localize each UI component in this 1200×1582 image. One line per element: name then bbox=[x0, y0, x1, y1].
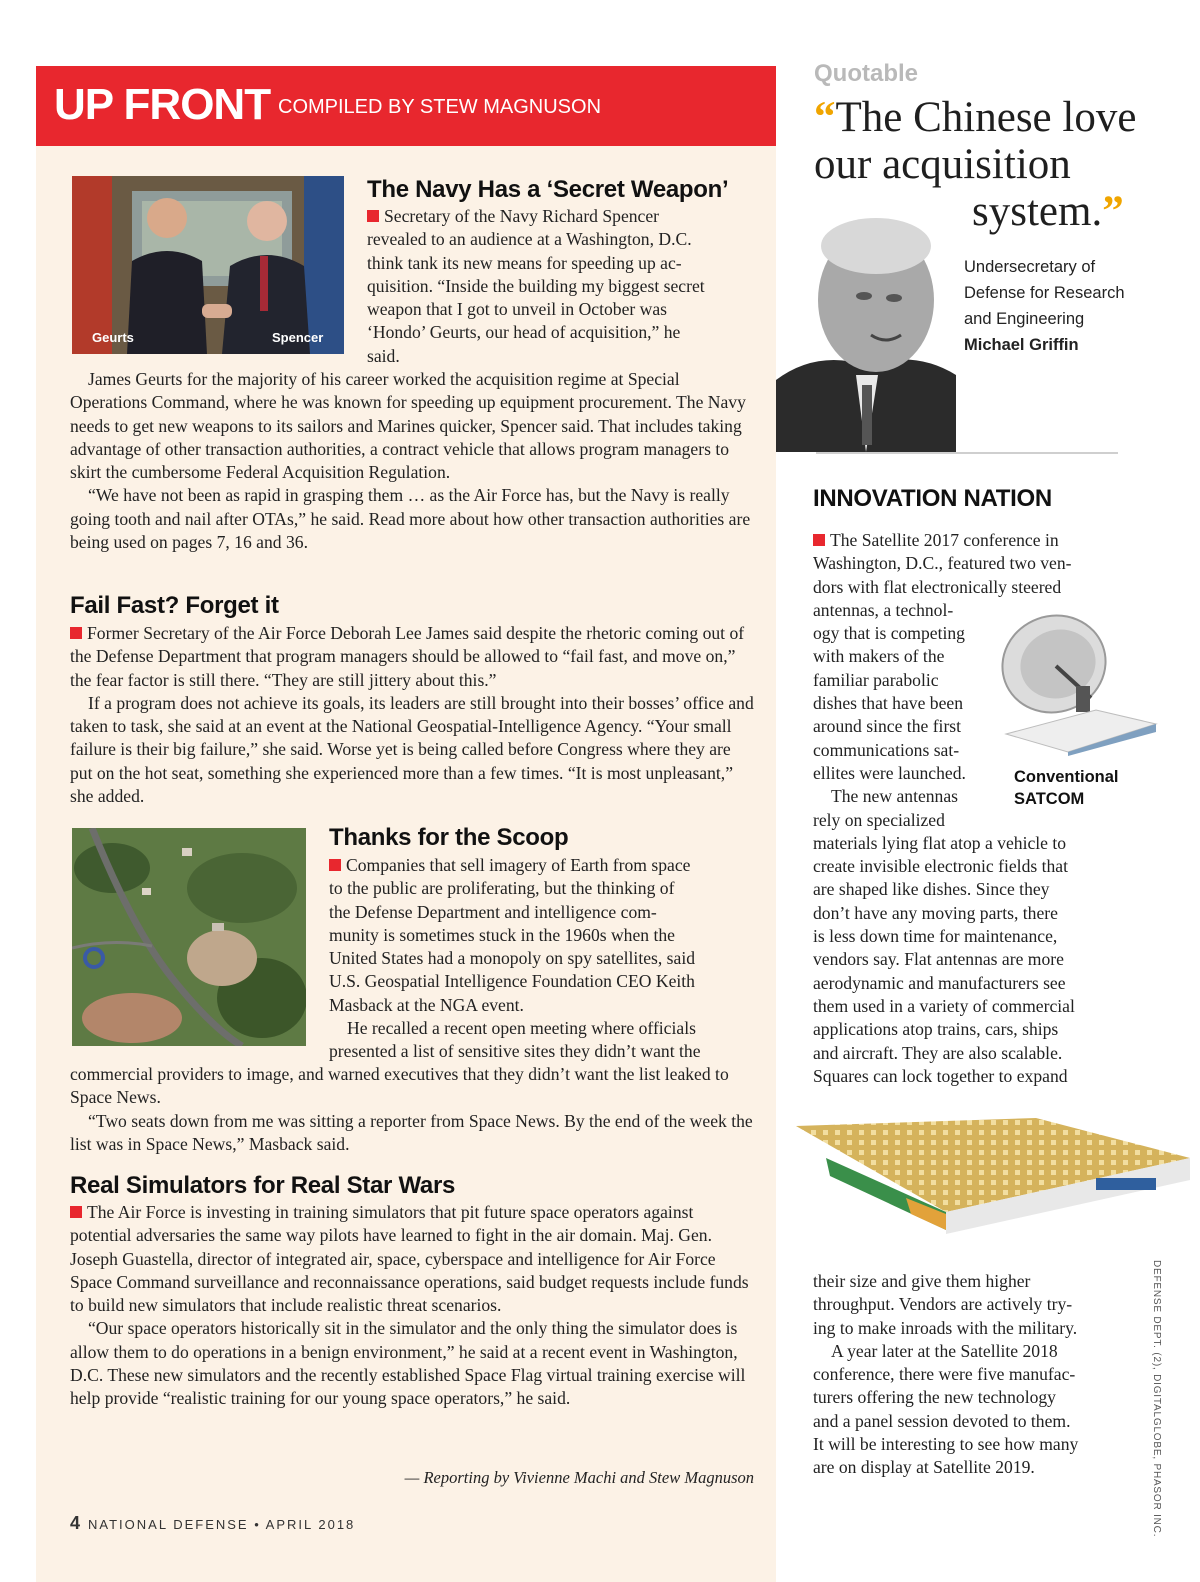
parabolic-dish-image bbox=[996, 606, 1158, 756]
story1-headline: The Navy Has a ‘Secret Weapon’ bbox=[367, 176, 729, 203]
story1-body: James Geurts for the majority of his career worked the acquisition regime at Special Operations Command, where he was known for speeding up equipment procurement. The Navy needs to get new weapons to its sailors and Marines quicker, Spencer said. That includes taking advantage of other transaction authorities, a contract vehicle that allows program managers to skirt the cumbersome Federal Acquisition Regulation. “We have not been as rapid in grasping them … as the Air Force has, but the Navy is really going tooth and nail after OTAs,” he said. Read more about how other transaction authorities are being used on pages 7, 16 and 36. bbox=[70, 369, 751, 553]
story3-headline: Thanks for the Scoop bbox=[329, 824, 569, 851]
publication-info: NATIONAL DEFENSE • APRIL 2018 bbox=[88, 1517, 356, 1532]
reporting-byline: — Reporting by Vivienne Machi and Stew Magnuson bbox=[404, 1468, 754, 1487]
griffin-portrait bbox=[776, 200, 956, 452]
innovation-body-top: The Satellite 2017 conference in Washington, D.C., featured two ven- dors with flat electronically steered antennas, a technol- ogy that is competing with makers of the familiar parabolic dishes that have been around since the first communications sat- ellites were launched. The new antennas rely on specialized materials lying flat atop a vehicle to create invisible electronic fields that are shaped like dishes. Since they don’t have any moving parts, there is less down time for maintenance, vendors say. Flat antennas are more aerodynamic and manufacturers see them used in a variety of commercial applications atop trains, cars, ships and aircraft. They are also scalable. Squares can lock together to expand bbox=[813, 530, 1075, 1086]
quote-line-3: system.” bbox=[972, 188, 1124, 235]
bullet-square bbox=[70, 1206, 82, 1218]
section-title: UP FRONT bbox=[54, 80, 271, 129]
story3-intro: Companies that sell imagery of Earth from space to the public are proliferating, but the thinking of the Defense Department and intelligence com- munity is sometimes stuck in the 1960s when the United States had a monopoly on spy satellites, said U.S. Geospatial Intelligence Foundation CEO Keith Masback at the NGA event. He recalled a recent open meeting where officials presented a list of sensitive sites they didn’t want the bbox=[329, 855, 701, 1062]
page-number: 4 bbox=[70, 1513, 81, 1533]
quote-speaker-name: Michael Griffin bbox=[964, 336, 1079, 354]
dish-caption: Conventional SATCOM bbox=[1014, 768, 1119, 808]
story2-body: Former Secretary of the Air Force Deborah Lee James said despite the rhetoric coming out of the Defense Department that program managers should be allowed to “fail fast, and move on,” the fear factor is still there. “They are still jittery about this.” If a program does not achieve its goals, its leaders are still brought into their bosses’ office and taken to task, she said at an event at the National Geospatial-Intelligence Agency. “Your small failure is their big failure,” she said. Worse yet is being called before Congress where they are put on the hot seat, something she experienced more than a few times. “It is most unpleasant,” she added. bbox=[70, 623, 754, 807]
close-quote-mark: ” bbox=[1102, 188, 1124, 235]
bullet-square bbox=[813, 534, 825, 546]
open-quote-mark: “ bbox=[814, 94, 836, 141]
photo-credit: DEFENSE DEPT. (2), DIGITALGLOBE, PHASOR INC. bbox=[1151, 1260, 1162, 1538]
quote-line-1: “The Chinese love bbox=[814, 94, 1137, 141]
photo-label-geurts: Geurts bbox=[92, 330, 134, 345]
bullet-square bbox=[70, 627, 82, 639]
innovation-body-bottom: their size and give them higher throughput. Vendors are actively try- ing to make inroads with the military. A year later at the Satellite 2018 conference, there were five manufac- turers offering the new technology and a panel session devoted to them. It will be interesting to see how many are on display at Satellite 2019. bbox=[813, 1271, 1079, 1478]
compiled-by: COMPILED BY STEW MAGNUSON bbox=[278, 96, 602, 118]
handshake-photo bbox=[72, 176, 344, 354]
section-divider bbox=[816, 452, 1118, 454]
page-footer bbox=[70, 1513, 355, 1534]
innovation-headline: INNOVATION NATION bbox=[813, 485, 1052, 512]
flat-antenna-image bbox=[796, 1118, 1190, 1248]
photo-label-spencer: Spencer bbox=[272, 330, 324, 345]
story4-headline: Real Simulators for Real Star Wars bbox=[70, 1172, 456, 1199]
quote-line-2: our acquisition bbox=[814, 141, 1071, 188]
bullet-square bbox=[329, 859, 341, 871]
bullet-square bbox=[367, 210, 379, 222]
story3-body: commercial providers to image, and warned executives that they didn’t want the list leaked to Space News. “Two seats down from me was sitting a reporter from Space News. By the end of the week the list was in Space News,” Masback said. bbox=[70, 1064, 753, 1154]
quotable-kicker: Quotable bbox=[814, 60, 919, 87]
quote-attribution: Undersecretary of Defense for Research and Engineering Michael Griffin bbox=[964, 254, 1125, 358]
section-banner bbox=[36, 66, 776, 146]
story1-intro: Secretary of the Navy Richard Spencer revealed to an audience at a Washington, D.C. think tank its new means for speeding up ac- quisition. “Inside the building my biggest secret weapon that I got to unveil in October was ‘Hondo’ Geurts, our head of acquisition,” he said. bbox=[367, 206, 705, 366]
satellite-imagery-photo bbox=[72, 828, 306, 1046]
story2-headline: Fail Fast? Forget it bbox=[70, 592, 279, 619]
story4-body: The Air Force is investing in training simulators that pit future space operators against potential adversaries the same way pilots have learned to fight in the air domain. Maj. Gen. Joseph Guastella, director of integrated air, space, cyberspace and intelligence for Air Force Space Command surveillance and reconnaissance operations, said budget requests include funds to build new simulators that include realistic threat scenarios. “Our space operators historically sit in the simulator and the only thing the simulator does is allow them to do operations in a benign environment,” he said at a recent event in Washington, D.C. These new simulators and the recently established Space Flag virtual training exercise will help provide “realistic training for our young space operators,” he said. bbox=[70, 1202, 749, 1409]
